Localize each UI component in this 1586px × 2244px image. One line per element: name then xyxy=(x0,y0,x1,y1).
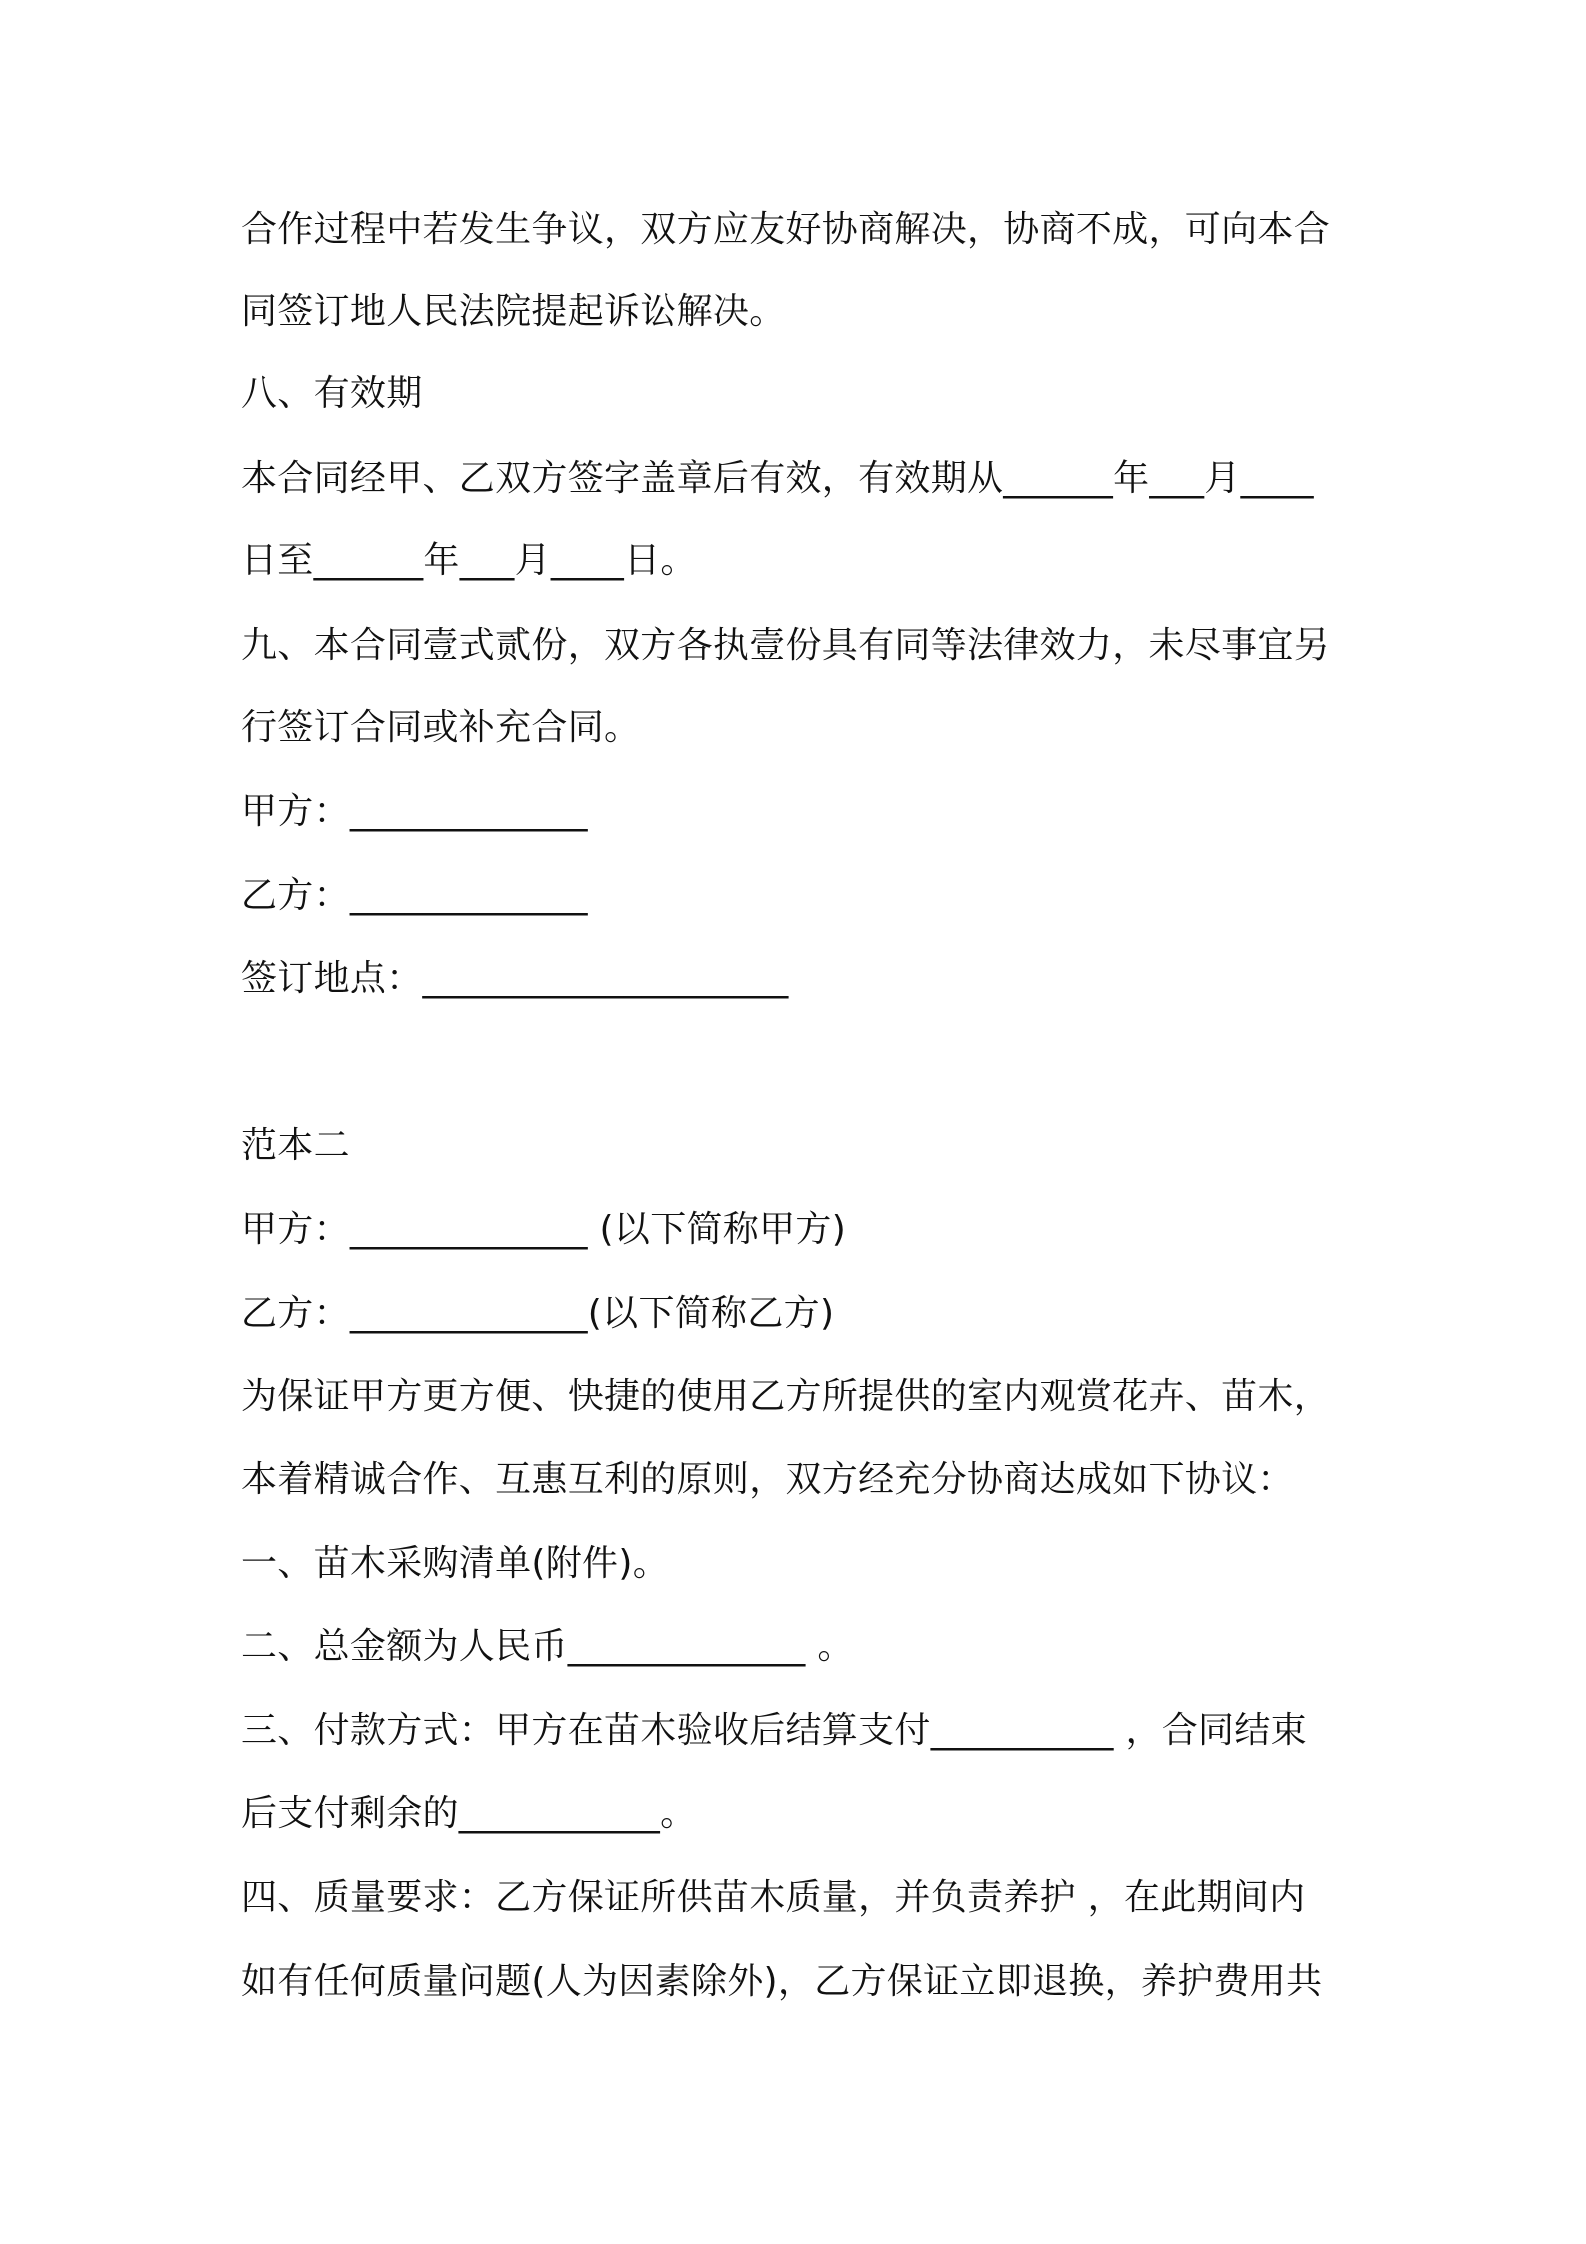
signature-party-b: 乙方：_____________ xyxy=(241,875,588,916)
signature-party-a: 甲方：_____________ xyxy=(241,791,588,832)
text-line: 本着精诚合作、互惠互利的原则，双方经充分协商达成如下协议： xyxy=(241,1459,1294,1500)
party-b-line: 乙方：_____________(以下简称乙方) xyxy=(241,1293,835,1334)
text-line: 同签订地人民法院提起诉讼解决。 xyxy=(241,291,786,332)
text-line: 为保证甲方更方便、快捷的使用乙方所提供的室内观赏花卉、苗木， xyxy=(241,1376,1331,1417)
text-line: 合作过程中若发生争议，双方应友好协商解决，协商不成，可向本合 xyxy=(241,209,1331,250)
signing-location: 签订地点：____________________ xyxy=(241,958,789,999)
party-a-line: 甲方：_____________ (以下简称甲方) xyxy=(241,1209,847,1250)
text-line: 行签订合同或补充合同。 xyxy=(241,707,641,748)
clause-3: 三、付款方式：甲方在苗木验收后结算支付__________ ，合同结束 xyxy=(241,1710,1307,1751)
clause-1: 一、苗木采购清单(附件)。 xyxy=(241,1543,669,1584)
clause-2: 二、总金额为人民币_____________ 。 xyxy=(241,1626,854,1667)
text-line: 九、本合同壹式贰份，双方各执壹份具有同等法律效力，未尽事宜另 xyxy=(241,625,1331,666)
text-line: 本合同经甲、乙双方签字盖章后有效，有效期从______年___月____ xyxy=(241,458,1314,499)
template-title: 范本二 xyxy=(241,1125,350,1166)
text-line: 日至______年___月____日。 xyxy=(241,540,697,581)
text-line: 如有任何质量问题(人为因素除外)，乙方保证立即退换，养护费用共 xyxy=(241,1961,1323,2002)
section-heading: 八、有效期 xyxy=(241,373,423,414)
text-line: 后支付剩余的___________。 xyxy=(241,1793,697,1834)
clause-4: 四、质量要求：乙方保证所供苗木质量，并负责养护 ，在此期间内 xyxy=(241,1877,1306,1918)
